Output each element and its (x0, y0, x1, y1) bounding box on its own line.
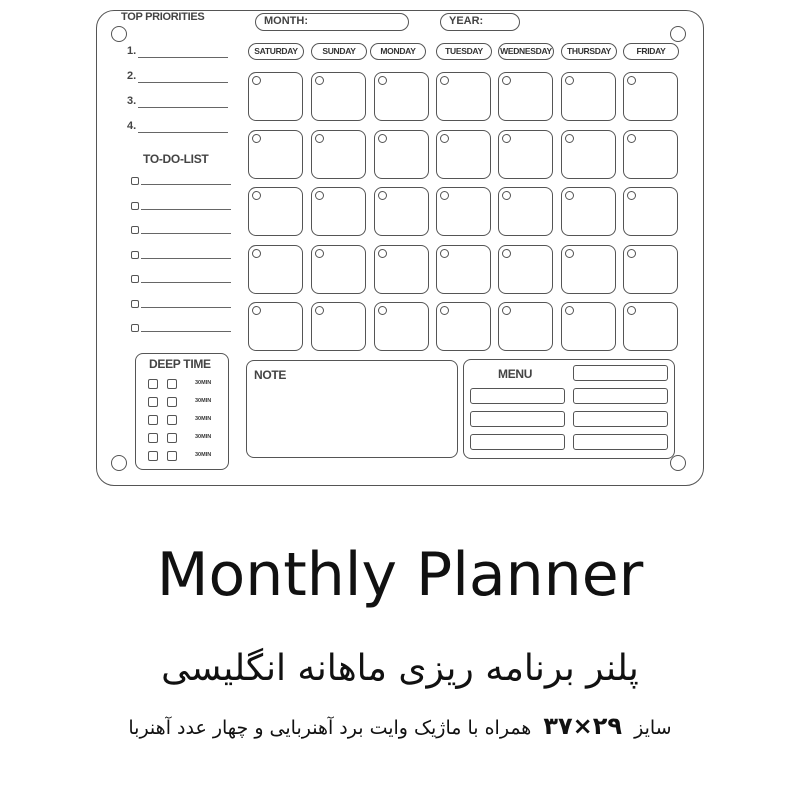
date-circle-icon (565, 306, 574, 315)
date-circle-icon (502, 134, 511, 143)
day-header: TUESDAY (436, 43, 492, 60)
checkbox-icon[interactable] (148, 415, 158, 425)
calendar-day-cell[interactable] (311, 130, 366, 179)
calendar-day-cell[interactable] (561, 187, 616, 236)
priority-line[interactable] (138, 132, 228, 133)
date-circle-icon (315, 191, 324, 200)
date-circle-icon (252, 191, 261, 200)
checkbox-icon[interactable] (167, 415, 177, 425)
date-circle-icon (440, 249, 449, 258)
calendar-day-cell[interactable] (561, 72, 616, 121)
date-circle-icon (440, 191, 449, 200)
product-subtitle: پلنر برنامه ریزی ماهانه انگلیسی (161, 648, 639, 689)
todo-line[interactable] (141, 233, 231, 234)
calendar-day-cell[interactable] (374, 302, 429, 351)
date-circle-icon (440, 76, 449, 85)
calendar-day-cell[interactable] (498, 72, 553, 121)
top-priorities-heading: TOP PRIORITIES (121, 11, 205, 23)
size-prefix: سایز (634, 717, 672, 739)
calendar-day-cell[interactable] (498, 130, 553, 179)
date-circle-icon (315, 76, 324, 85)
priority-line[interactable] (138, 82, 228, 83)
mounting-hole-icon (111, 26, 127, 42)
date-circle-icon (252, 249, 261, 258)
calendar-day-cell[interactable] (561, 302, 616, 351)
date-circle-icon (440, 306, 449, 315)
date-circle-icon (252, 134, 261, 143)
mounting-hole-icon (111, 455, 127, 471)
calendar-day-cell[interactable] (374, 187, 429, 236)
calendar-day-cell[interactable] (436, 187, 491, 236)
deep-time-heading: DEEP TIME (149, 357, 211, 371)
year-field[interactable] (440, 13, 520, 31)
calendar-day-cell[interactable] (436, 72, 491, 121)
deep-time-duration: 30MIN (195, 416, 212, 422)
calendar-day-cell[interactable] (374, 130, 429, 179)
todo-line[interactable] (141, 209, 231, 210)
priority-number: 4. (127, 120, 137, 132)
checkbox-icon[interactable] (131, 202, 139, 210)
calendar-day-cell[interactable] (248, 302, 303, 351)
calendar-day-cell[interactable] (623, 130, 678, 179)
date-circle-icon (565, 191, 574, 200)
todo-line[interactable] (141, 184, 231, 185)
priority-line[interactable] (138, 107, 228, 108)
calendar-day-cell[interactable] (561, 245, 616, 294)
date-circle-icon (378, 191, 387, 200)
calendar-day-cell[interactable] (623, 187, 678, 236)
date-circle-icon (565, 76, 574, 85)
calendar-day-cell[interactable] (248, 72, 303, 121)
checkbox-icon[interactable] (131, 300, 139, 308)
checkbox-icon[interactable] (148, 379, 158, 389)
deep-time-duration: 30MIN (195, 398, 212, 404)
menu-slot[interactable] (573, 365, 668, 381)
calendar-day-cell[interactable] (248, 245, 303, 294)
date-circle-icon (627, 191, 636, 200)
product-size-description (0, 712, 800, 740)
calendar-day-cell[interactable] (248, 130, 303, 179)
date-circle-icon (627, 76, 636, 85)
date-circle-icon (502, 191, 511, 200)
calendar-day-cell[interactable] (561, 130, 616, 179)
day-header: SATURDAY (248, 43, 304, 60)
menu-slot[interactable] (470, 411, 565, 427)
checkbox-icon[interactable] (131, 324, 139, 332)
checkbox-icon[interactable] (131, 275, 139, 283)
priority-number: 2. (127, 70, 137, 82)
deep-time-duration: 30MIN (195, 380, 212, 386)
product-title: Monthly Planner (156, 540, 644, 610)
date-circle-icon (502, 249, 511, 258)
date-circle-icon (378, 249, 387, 258)
date-circle-icon (502, 306, 511, 315)
todo-line[interactable] (141, 331, 231, 332)
menu-slot[interactable] (573, 434, 668, 450)
year-label: YEAR: (449, 15, 484, 27)
date-circle-icon (627, 249, 636, 258)
calendar-day-cell[interactable] (623, 302, 678, 351)
calendar-day-cell[interactable] (436, 130, 491, 179)
date-circle-icon (565, 134, 574, 143)
date-circle-icon (378, 306, 387, 315)
date-circle-icon (378, 134, 387, 143)
date-circle-icon (378, 76, 387, 85)
checkbox-icon[interactable] (131, 226, 139, 234)
checkbox-icon[interactable] (167, 433, 177, 443)
date-circle-icon (315, 134, 324, 143)
date-circle-icon (252, 306, 261, 315)
priority-number: 1. (127, 45, 137, 57)
todo-line[interactable] (141, 258, 231, 259)
mounting-hole-icon (670, 455, 686, 471)
todo-line[interactable] (141, 282, 231, 283)
checkbox-icon[interactable] (167, 397, 177, 407)
date-circle-icon (252, 76, 261, 85)
checkbox-icon[interactable] (148, 451, 158, 461)
checkbox-icon[interactable] (148, 397, 158, 407)
day-header: THURSDAY (561, 43, 617, 60)
calendar-day-cell[interactable] (498, 187, 553, 236)
date-circle-icon (315, 249, 324, 258)
checkbox-icon[interactable] (167, 451, 177, 461)
checkbox-icon[interactable] (167, 379, 177, 389)
date-circle-icon (315, 306, 324, 315)
date-circle-icon (502, 76, 511, 85)
note-heading: NOTE (254, 368, 287, 382)
size-suffix: همراه با ماژیک وایت برد آهنربایی و چهار عدد آهنربا (128, 717, 532, 739)
menu-heading: MENU (498, 367, 533, 381)
todo-heading: TO-DO-LIST (143, 152, 209, 166)
calendar-day-cell[interactable] (374, 72, 429, 121)
day-header: MONDAY (370, 43, 426, 60)
calendar-day-cell[interactable] (311, 302, 366, 351)
day-header: FRIDAY (623, 43, 679, 60)
calendar-day-cell[interactable] (436, 302, 491, 351)
deep-time-duration: 30MIN (195, 434, 212, 440)
calendar-day-cell[interactable] (623, 72, 678, 121)
checkbox-icon[interactable] (131, 177, 139, 185)
calendar-day-cell[interactable] (498, 302, 553, 351)
calendar-day-cell[interactable] (374, 245, 429, 294)
mounting-hole-icon (670, 26, 686, 42)
date-circle-icon (627, 306, 636, 315)
calendar-day-cell[interactable] (311, 72, 366, 121)
priority-number: 3. (127, 95, 137, 107)
menu-slot[interactable] (573, 388, 668, 404)
menu-slot[interactable] (470, 388, 565, 404)
month-label: MONTH: (264, 15, 308, 27)
calendar-day-cell[interactable] (311, 245, 366, 294)
calendar-day-cell[interactable] (311, 187, 366, 236)
date-circle-icon (565, 249, 574, 258)
date-circle-icon (440, 134, 449, 143)
calendar-day-cell[interactable] (248, 187, 303, 236)
month-field[interactable] (255, 13, 409, 31)
size-value: ۲۹×۳۷ (543, 712, 623, 740)
calendar-day-cell[interactable] (436, 245, 491, 294)
todo-line[interactable] (141, 307, 231, 308)
menu-slot[interactable] (470, 434, 565, 450)
calendar-day-cell[interactable] (498, 245, 553, 294)
date-circle-icon (627, 134, 636, 143)
day-header: WEDNESDAY (498, 43, 554, 60)
deep-time-duration: 30MIN (195, 452, 212, 458)
day-header: SUNDAY (311, 43, 367, 60)
priority-line[interactable] (138, 57, 228, 58)
calendar-day-cell[interactable] (623, 245, 678, 294)
checkbox-icon[interactable] (131, 251, 139, 259)
menu-slot[interactable] (573, 411, 668, 427)
checkbox-icon[interactable] (148, 433, 158, 443)
